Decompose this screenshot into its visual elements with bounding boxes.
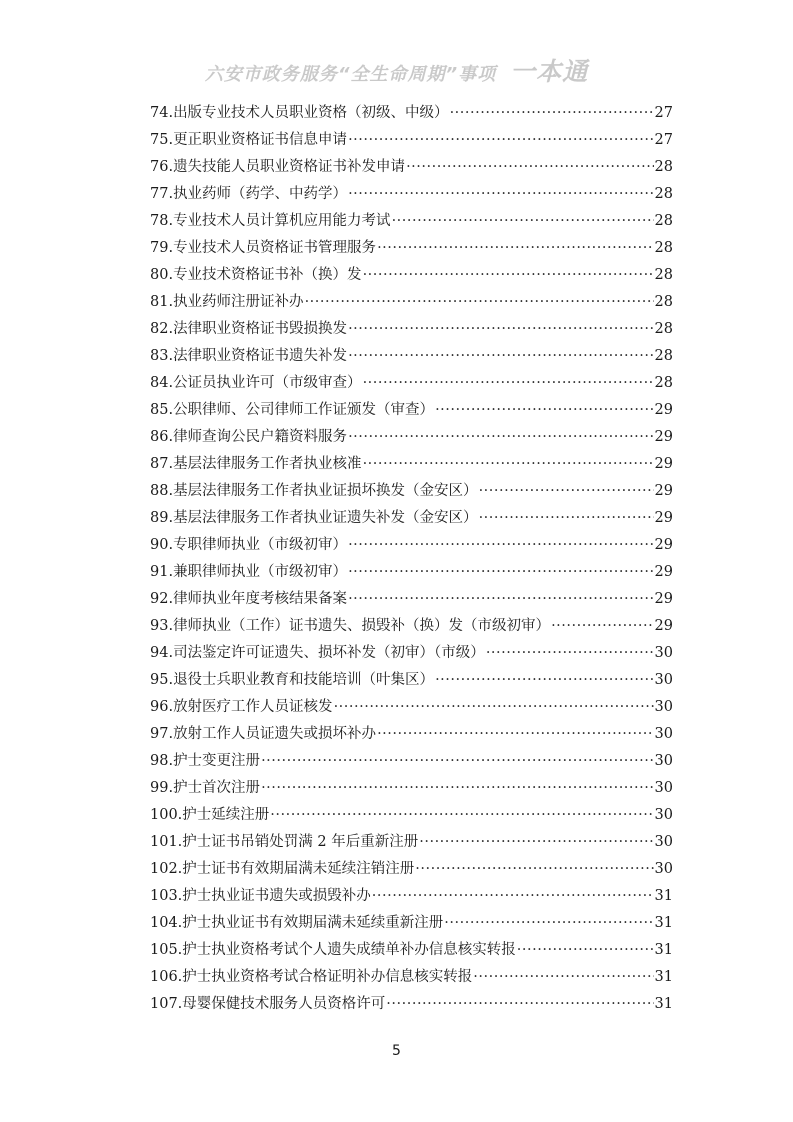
toc-entry[interactable] [150, 694, 673, 721]
toc-entry[interactable] [150, 505, 673, 532]
toc-entry-number: 92. [150, 591, 174, 607]
toc-entry-page: 28 [654, 213, 673, 229]
toc-entry[interactable] [150, 100, 673, 127]
toc-entry-page: 28 [654, 321, 673, 337]
toc-dot-leader [348, 127, 653, 154]
toc-entry-page: 31 [654, 969, 673, 985]
toc-entry-page: 30 [654, 834, 673, 850]
toc-dot-leader [261, 748, 653, 775]
toc-entry[interactable] [150, 451, 673, 478]
toc-dot-leader [444, 910, 653, 937]
toc-dot-leader [551, 613, 653, 640]
toc-entry-number: 94. [150, 645, 174, 661]
toc-entry-title: 律师执业年度考核结果备案 [173, 591, 348, 607]
toc-entry-number: 103. [150, 888, 183, 904]
toc-entry-page: 28 [654, 348, 673, 364]
toc-entry-page: 27 [654, 132, 673, 148]
toc-dot-leader [406, 154, 653, 181]
toc-entry-title: 出版专业技术人员职业资格（初级、中级） [173, 105, 449, 121]
toc-entry[interactable] [150, 424, 673, 451]
toc-entry-title: 护士首次注册 [173, 780, 261, 796]
toc-entry-page: 28 [654, 240, 673, 256]
toc-entry-page: 30 [654, 726, 673, 742]
toc-entry-title: 遗失技能人员职业资格证书补发申请 [173, 159, 406, 175]
toc-entry-number: 83. [150, 348, 174, 364]
toc-entry-page: 30 [654, 672, 673, 688]
toc-entry-title: 兼职律师执业（市级初审） [173, 564, 348, 580]
toc-entry-page: 31 [654, 996, 673, 1012]
toc-entry-title: 基层法律服务工作者执业证遗失补发（金安区） [173, 510, 478, 526]
toc-entry-number: 82. [150, 321, 174, 337]
toc-dot-leader [386, 991, 653, 1018]
toc-dot-leader [348, 316, 653, 343]
toc-entry-title: 母婴保健技术服务人员资格许可 [182, 996, 386, 1012]
toc-entry-page: 29 [654, 429, 673, 445]
toc-entry[interactable] [150, 262, 673, 289]
toc-entry-title: 护士执业证书有效期届满未延续重新注册 [182, 915, 444, 931]
toc-entry[interactable] [150, 370, 673, 397]
toc-dot-leader [363, 451, 654, 478]
header-emphasis: 一本通 [510, 57, 589, 86]
toc-entry[interactable] [150, 154, 673, 181]
toc-entry-page: 30 [654, 753, 673, 769]
toc-entry-number: 102. [150, 861, 183, 877]
toc-entry-title: 退役士兵职业教育和技能培训（叶集区） [173, 672, 435, 688]
toc-entry[interactable] [150, 991, 673, 1018]
toc-entry[interactable] [150, 235, 673, 262]
toc-entry[interactable] [150, 397, 673, 424]
toc-entry-page: 27 [654, 105, 673, 121]
toc-dot-leader [334, 694, 654, 721]
toc-entry-number: 105. [150, 942, 183, 958]
toc-dot-leader [415, 856, 653, 883]
toc-dot-leader [348, 559, 653, 586]
toc-entry[interactable] [150, 127, 673, 154]
toc-entry-number: 90. [150, 537, 174, 553]
toc-dot-leader [348, 343, 653, 370]
toc-entry[interactable] [150, 559, 673, 586]
toc-entry-page: 29 [654, 564, 673, 580]
toc-entry[interactable] [150, 748, 673, 775]
toc-entry-number: 84. [150, 375, 174, 391]
header-title: 六安市政务服务“全生命周期”事项 [204, 64, 497, 85]
toc-entry[interactable] [150, 289, 673, 316]
toc-entry-number: 101. [150, 834, 183, 850]
toc-entry[interactable] [150, 640, 673, 667]
toc-dot-leader [270, 802, 653, 829]
toc-entry-number: 91. [150, 564, 174, 580]
toc-entry-title: 护士执业证书遗失或损毁补办 [182, 888, 371, 904]
toc-entry-title: 法律职业资格证书遗失补发 [173, 348, 348, 364]
toc-entry-title: 护士变更注册 [173, 753, 261, 769]
toc-dot-leader [377, 235, 653, 262]
toc-entry-page: 30 [654, 780, 673, 796]
toc-entry[interactable] [150, 532, 673, 559]
toc-entry-title: 专职律师执业（市级初审） [173, 537, 348, 553]
table-of-contents [150, 100, 673, 1018]
toc-entry-title: 护士执业资格考试个人遗失成绩单补办信息核实转报 [182, 942, 516, 958]
toc-dot-leader [348, 586, 653, 613]
toc-entry[interactable] [150, 586, 673, 613]
toc-entry-number: 98. [150, 753, 174, 769]
toc-entry-title: 司法鉴定许可证遗失、损坏补发（初审）（市级） [173, 645, 485, 661]
toc-entry-number: 104. [150, 915, 183, 931]
toc-entry-title: 护士执业资格考试合格证明补办信息核实转报 [182, 969, 473, 985]
toc-entry-number: 106. [150, 969, 183, 985]
toc-entry-page: 30 [654, 645, 673, 661]
toc-entry-page: 29 [654, 510, 673, 526]
toc-entry-number: 79. [150, 240, 174, 256]
toc-dot-leader [363, 262, 654, 289]
toc-entry[interactable] [150, 775, 673, 802]
toc-entry-number: 97. [150, 726, 174, 742]
toc-entry-page: 28 [654, 375, 673, 391]
toc-entry[interactable] [150, 964, 673, 991]
toc-entry-title: 律师查询公民户籍资料服务 [173, 429, 348, 445]
toc-entry-number: 95. [150, 672, 174, 688]
toc-entry-number: 86. [150, 429, 174, 445]
toc-entry-number: 78. [150, 213, 174, 229]
toc-entry-page: 28 [654, 186, 673, 202]
toc-entry-title: 护士延续注册 [182, 807, 270, 823]
toc-entry-title: 更正职业资格证书信息申请 [173, 132, 348, 148]
toc-entry-page: 29 [654, 591, 673, 607]
toc-entry[interactable] [150, 910, 673, 937]
toc-entry-title: 执业药师注册证补办 [173, 294, 304, 310]
toc-entry[interactable] [150, 316, 673, 343]
toc-entry-number: 96. [150, 699, 174, 715]
toc-entry[interactable] [150, 883, 673, 910]
toc-entry[interactable] [150, 181, 673, 208]
toc-entry-number: 87. [150, 456, 174, 472]
toc-entry[interactable] [150, 802, 673, 829]
toc-entry-title: 公证员执业许可（市级审查） [173, 375, 362, 391]
toc-entry[interactable] [150, 343, 673, 370]
toc-entry-page: 29 [654, 483, 673, 499]
toc-entry-page: 28 [654, 294, 673, 310]
toc-entry-title: 放射工作人员证遗失或损坏补办 [173, 726, 377, 742]
toc-entry-title: 执业药师（药学、中药学） [173, 186, 348, 202]
toc-entry-page: 30 [654, 699, 673, 715]
toc-entry-page: 29 [654, 402, 673, 418]
toc-entry[interactable] [150, 208, 673, 235]
toc-entry-number: 77. [150, 186, 174, 202]
toc-entry-number: 99. [150, 780, 174, 796]
toc-dot-leader [479, 478, 654, 505]
toc-entry-number: 81. [150, 294, 174, 310]
toc-entry[interactable] [150, 667, 673, 694]
toc-entry-title: 专业技术人员计算机应用能力考试 [173, 213, 391, 229]
toc-entry-title: 基层法律服务工作者执业核准 [173, 456, 362, 472]
toc-entry-title: 律师执业（工作）证书遗失、损毁补（换）发（市级初审） [173, 618, 551, 634]
toc-entry[interactable] [150, 478, 673, 505]
toc-dot-leader [261, 775, 653, 802]
toc-entry-number: 93. [150, 618, 174, 634]
toc-dot-leader [435, 397, 653, 424]
toc-entry-number: 85. [150, 402, 174, 418]
toc-entry-page: 29 [654, 537, 673, 553]
toc-dot-leader [363, 370, 654, 397]
toc-entry[interactable] [150, 937, 673, 964]
toc-dot-leader [473, 964, 653, 991]
toc-entry-page: 30 [654, 861, 673, 877]
toc-dot-leader [372, 883, 654, 910]
toc-entry-page: 31 [654, 888, 673, 904]
toc-entry-number: 74. [150, 105, 174, 121]
toc-dot-leader [305, 289, 654, 316]
toc-entry-title: 法律职业资格证书毁损换发 [173, 321, 348, 337]
page-header [0, 52, 793, 88]
toc-dot-leader [348, 181, 653, 208]
toc-entry-page: 29 [654, 618, 673, 634]
toc-dot-leader [377, 721, 653, 748]
toc-dot-leader [419, 829, 653, 856]
toc-entry-page: 31 [654, 915, 673, 931]
toc-entry-page: 28 [654, 267, 673, 283]
toc-entry[interactable] [150, 613, 673, 640]
page-number: 5 [392, 1043, 401, 1059]
toc-dot-leader [450, 100, 654, 127]
toc-dot-leader [348, 424, 653, 451]
toc-entry-title: 专业技术人员资格证书管理服务 [173, 240, 377, 256]
toc-entry-page: 31 [654, 942, 673, 958]
toc-entry[interactable] [150, 856, 673, 883]
toc-dot-leader [486, 640, 654, 667]
toc-dot-leader [435, 667, 653, 694]
toc-entry-title: 公职律师、公司律师工作证颁发（审查） [173, 402, 435, 418]
toc-entry-number: 80. [150, 267, 174, 283]
toc-entry[interactable] [150, 721, 673, 748]
toc-dot-leader [392, 208, 654, 235]
toc-entry-title: 放射医疗工作人员证核发 [173, 699, 333, 715]
toc-entry-number: 75. [150, 132, 174, 148]
toc-entry-number: 100. [150, 807, 183, 823]
toc-entry-number: 89. [150, 510, 174, 526]
toc-entry-title: 基层法律服务工作者执业证损坏换发（金安区） [173, 483, 478, 499]
toc-entry-number: 88. [150, 483, 174, 499]
toc-entry-number: 76. [150, 159, 174, 175]
toc-entry-page: 30 [654, 807, 673, 823]
toc-entry-page: 29 [654, 456, 673, 472]
toc-entry[interactable] [150, 829, 673, 856]
toc-entry-title: 护士证书吊销处罚满 2 年后重新注册 [182, 834, 419, 850]
toc-entry-title: 护士证书有效期届满未延续注销注册 [182, 861, 415, 877]
toc-entry-page: 28 [654, 159, 673, 175]
toc-dot-leader [479, 505, 654, 532]
toc-dot-leader [517, 937, 654, 964]
toc-entry-title: 专业技术资格证书补（换）发 [173, 267, 362, 283]
toc-entry-number: 107. [150, 996, 183, 1012]
toc-dot-leader [348, 532, 653, 559]
